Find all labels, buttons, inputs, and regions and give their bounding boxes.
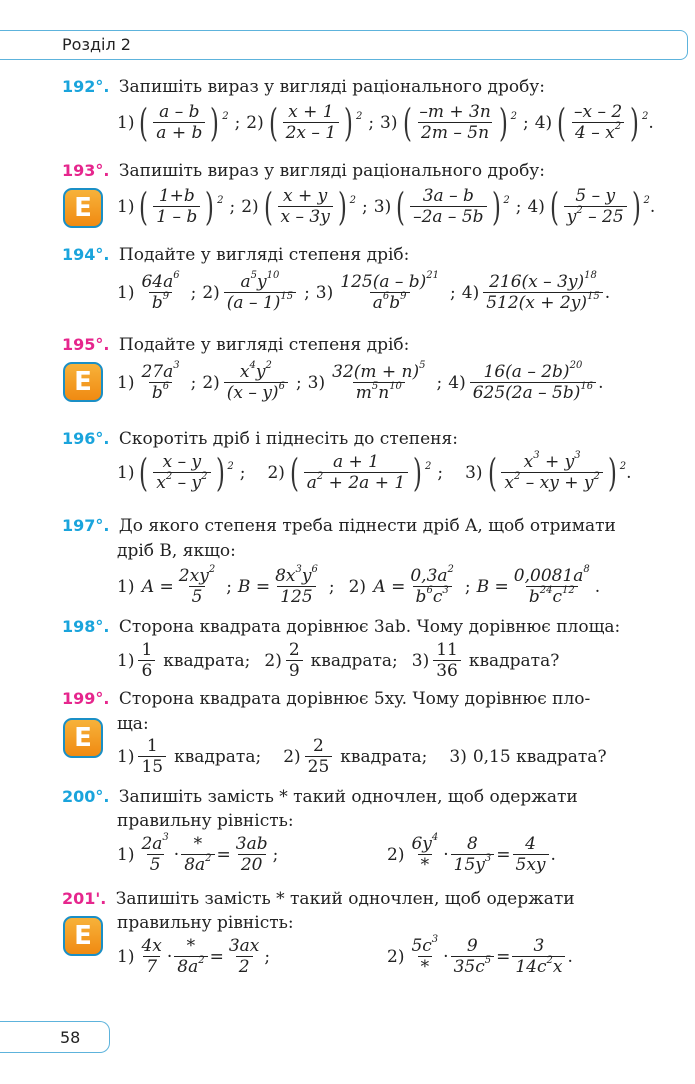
expressions-192: 1) ( $\frac{a - b}{a + b}$ ) 2 ; 2) ( $\frac{x + 1}{2x - 1}$ ) 2 ; 3) ( $\frac{-m + 3n}{2m - 5n}$ ) 2 ; 4) ( $\frac{-x - 2}{4 - x^2}$ ) 2 . xyxy=(117,100,654,145)
task-199 xyxy=(62,688,590,710)
task-193 xyxy=(62,160,545,182)
task-number: 192°. xyxy=(62,77,110,96)
task-number: 198°. xyxy=(62,617,110,636)
exercise-e-badge: E xyxy=(63,362,103,402)
task-198 xyxy=(62,616,620,638)
task-number: 200°. xyxy=(62,787,110,806)
task-number: 201'. xyxy=(62,889,107,908)
task-condition-cont: ща: xyxy=(117,714,149,734)
expressions-200: 1) $\frac{2a^3}{5}$ · $\frac{*}{8a^2}$ = $\frac{3ab}{20}$ ; 2) $\frac{6y^4}{*}$ · $\frac{8}{15y^3}$ = $\frac{4}{5xy}$ . xyxy=(117,832,556,875)
task-192 xyxy=(62,76,545,98)
task-number: 196°. xyxy=(62,429,110,448)
expressions-201: 1) $\frac{4x}{7}$ · $\frac{*}{8a^2}$ = $\frac{3ax}{2}$ ; 2) $\frac{5c^3}{*}$ · $\frac{9}{35c^5}$ = $\frac{3}{14c^2x}$ . xyxy=(117,934,573,977)
task-194 xyxy=(62,244,409,266)
section-header xyxy=(0,30,688,60)
task-201 xyxy=(62,888,575,910)
task-number: 194°. xyxy=(62,245,110,264)
task-number: 197°. xyxy=(62,516,110,535)
task-condition: Сторона квадрата дорівнює 3ab. Чому дорівнює площа: xyxy=(118,617,621,637)
task-condition: Подайте у вигляді степеня дріб: xyxy=(118,245,410,265)
task-condition-cont: правильну рівність: xyxy=(117,913,294,933)
expressions-195: 1) $\frac{27a^3}{b^6}$ ; 2) $\frac{x^4y^2}{(x - y)^6}$ ; 3) $\frac{32(m + n)^5}{m^5n^{10}}$ ; 4) $\frac{16(a - 2b)^{20}}{625(2a - 5b)^{16}}$ . xyxy=(117,360,604,403)
task-196 xyxy=(62,428,458,450)
expressions-199: 1) $\frac{1}{15}$ квадрата; 2) $\frac{2}{25}$ квадрата; 3) 0,15 квадрата? xyxy=(117,736,607,777)
expressions-198: 1) $\frac{1}{6}$ квадрата; 2) $\frac{2}{9}$ квадрата; 3) $\frac{11}{36}$ квадрата? xyxy=(117,640,560,681)
task-condition: Запишіть замість * такий одночлен, щоб одержати xyxy=(118,787,578,807)
task-condition: Запишіть замість * такий одночлен, щоб одержати xyxy=(115,889,575,909)
task-200 xyxy=(62,786,578,808)
task-condition: Запишіть вираз у вигляді раціонального дробу: xyxy=(118,77,546,97)
task-condition: Скоротіть дріб і піднесіть до степеня: xyxy=(118,429,458,449)
task-condition: Подайте у вигляді степеня дріб: xyxy=(118,335,410,355)
exercise-e-badge: E xyxy=(63,916,103,956)
page-footer xyxy=(0,1021,110,1053)
task-number: 193°. xyxy=(62,161,110,180)
section-title: Розділ 2 xyxy=(62,35,131,54)
task-condition: Сторона квадрата дорівнює 5xy. Чому дорівнює пло- xyxy=(118,689,591,709)
expressions-196: 1) ( $\frac{x - y}{x^2 - y^2}$ ) 2 ; 2) ( $\frac{a + 1}{a^2 + 2a + 1}$ ) 2 ; 3) ( $\frac{x^3 + y^3}{x^2 - xy + y^2}$ ) 2 . xyxy=(117,450,632,495)
exercise-e-badge: E xyxy=(63,188,103,228)
page-number: 58 xyxy=(60,1028,81,1047)
exercise-e-badge: E xyxy=(63,718,103,758)
task-number: 195°. xyxy=(62,335,110,354)
expressions-197: 1) A = $\frac{2xy^2}{5}$ ; B = $\frac{8x^3y^6}{125}$ ; 2) A = $\frac{0,3a^2}{b^6c^3}$ ; B = $\frac{0,0081a^8}{b^{24}c^{12}}$ . xyxy=(117,564,601,607)
task-condition: До якого степеня треба піднести дріб A, щоб отримати xyxy=(118,516,616,536)
task-195 xyxy=(62,334,409,356)
task-number: 199°. xyxy=(62,689,110,708)
task-condition-cont: правильну рівність: xyxy=(117,811,294,831)
task-condition-cont: дріб B, якщо: xyxy=(117,541,236,561)
task-condition: Запишіть вираз у вигляді раціонального дробу: xyxy=(118,161,546,181)
expressions-194: 1) $\frac{64a^6}{b^9}$ ; 2) $\frac{a^5y^{10}}{(a - 1)^{15}}$ ; 3) $\frac{125(a - b)^{21}}{a^6b^9}$ ; 4) $\frac{216(x - 3y)^{18}}{512(x + 2y)^{15}}$ . xyxy=(117,270,611,313)
task-197 xyxy=(62,515,616,537)
expressions-193: 1) ( $\frac{1+b}{1 - b}$ ) 2 ; 2) ( $\frac{x + y}{x - 3y}$ ) 2 ; 3) ( $\frac{3a - b}{-2a - 5b}$ ) 2 ; 4) ( $\frac{5 - y}{y^2 - 25}$ ) 2 . xyxy=(117,184,656,229)
